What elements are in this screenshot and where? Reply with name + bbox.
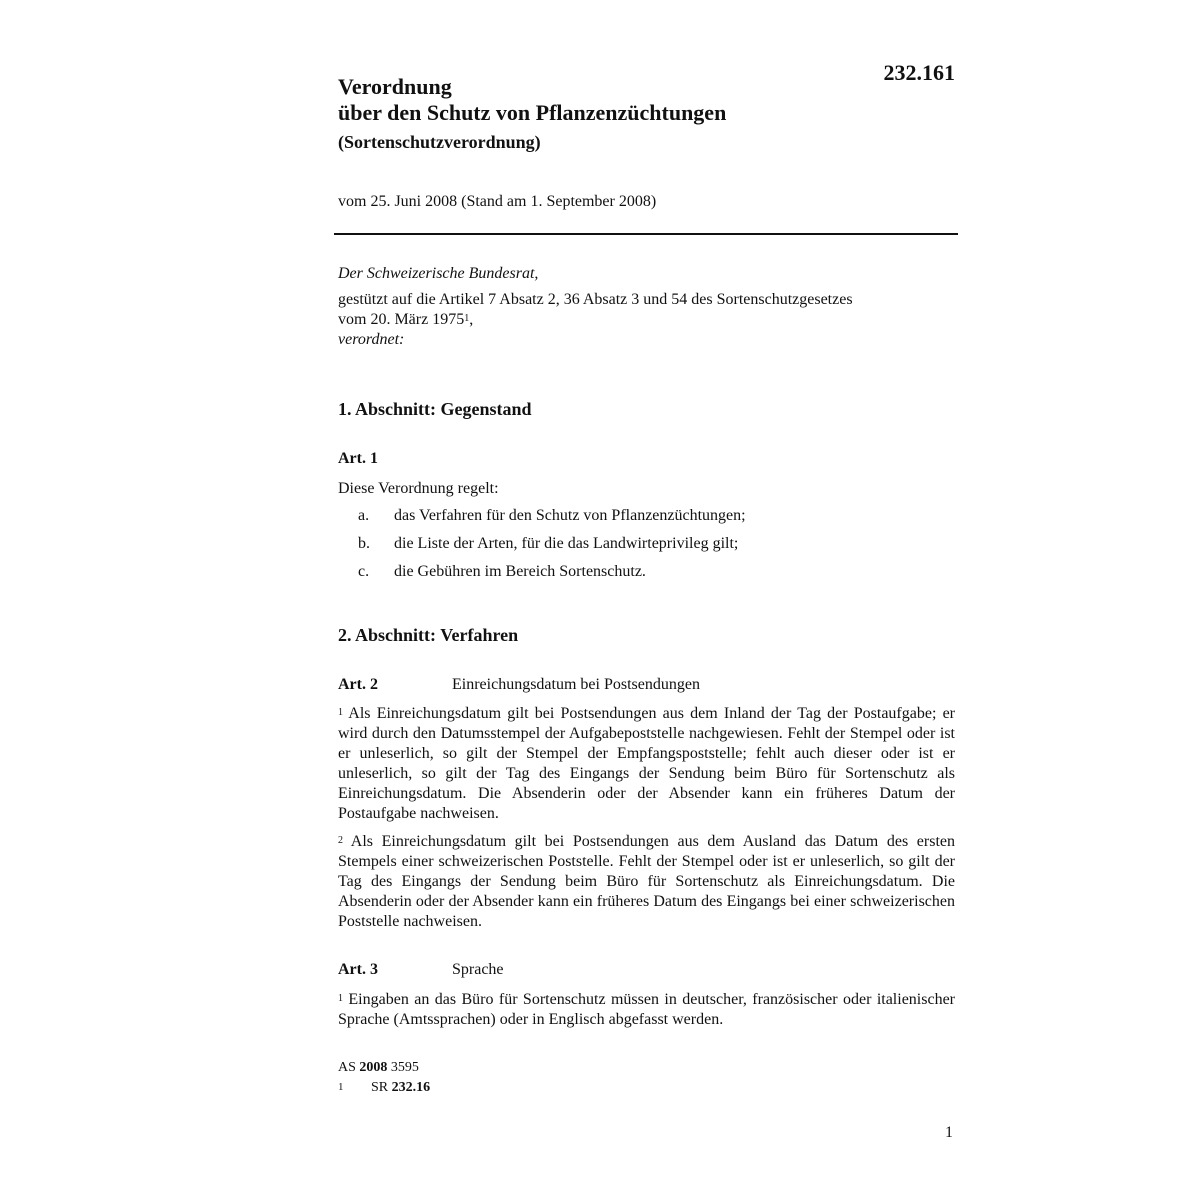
preamble-decrees: verordnet: [338, 331, 405, 348]
preamble [338, 264, 958, 350]
art-2-paragraph-1 [338, 704, 955, 824]
paragraph-number: 2 [338, 835, 343, 846]
paragraph-text: Als Einreichungsdatum gilt bei Postsendungen aus dem Inland der Tag der Postaufgabe; er wird durch den Datumsstempel der Aufgabepoststelle nachgewiesen. Fehlt der Stempel oder ist er unleserlich, so gilt der Stempel der Empfangspoststelle; fehlt auch dieser oder ist er unleserlich, so gilt der Tag des Eingangs der Sendung beim Büro für Sortenschutz als Einreichungsdatum. Die Absenderin oder der Absender kann ein früheres Datum der Postaufgabe nachweisen. [338, 705, 955, 822]
title-line-2: über den Schutz von Pflanzenzüchtungen [338, 100, 727, 125]
sr-number: 232.161 [883, 60, 955, 85]
footnote-1 [338, 1078, 430, 1097]
list-item-label: a. [358, 507, 370, 524]
paragraph-number: 1 [338, 707, 343, 718]
footnote-1-ref: 232.16 [391, 1080, 431, 1095]
title-block [338, 74, 726, 154]
subtitle: (Sortenschutzverordnung) [338, 132, 541, 152]
preamble-basis-line1: gestützt auf die Artikel 7 Absatz 2, 36 Absatz 3 und 54 des Sortenschutzgesetzes [338, 291, 853, 308]
list-item [338, 535, 958, 563]
list-item-text: die Gebühren im Bereich Sortenschutz. [394, 563, 646, 580]
list-item-text: das Verfahren für den Schutz von Pflanzenzüchtungen; [394, 507, 746, 524]
art-1-intro: Diese Verordnung regelt: [338, 480, 499, 497]
art-3-title: Sprache [452, 961, 504, 978]
page-number: 1 [945, 1124, 953, 1141]
preamble-basis-line2 [338, 310, 958, 330]
paragraph-text: Eingaben an das Büro für Sortenschutz müssen in deutscher, französischer oder italienischer Sprache (Amtssprachen) oder in Englisch abgefasst werden. [338, 991, 956, 1028]
paragraph-text: Als Einreichungsdatum gilt bei Postsendungen aus dem Ausland das Datum des ersten Stempels einer schweizerischen Poststelle. Fehlt der Stempel oder ist er unleserlich, so gilt der Tag des Eingangs der Sendung beim Büro für Sortenschutz als Einreichungsdatum. Die Absenderin oder der Absender kann ein früheres Datum des Eingangs bei einer schweizerischen Poststelle nachweisen. [338, 833, 956, 930]
preamble-basis-end: , [469, 311, 474, 328]
list-item-label: c. [358, 563, 370, 580]
footnote-as-page: 3595 [390, 1060, 419, 1075]
footnote-as-year: 2008 [359, 1060, 388, 1075]
footnote-ref-1: 1 [464, 313, 470, 324]
preamble-authority: Der Schweizerische Bundesrat, [338, 265, 539, 282]
list-item [338, 507, 958, 535]
art-3-paragraph-1 [338, 990, 955, 1030]
art-1-number: Art. 1 [338, 450, 378, 467]
art-1-heading [338, 450, 452, 468]
list-item-text: die Liste der Arten, für die das Landwirteprivileg gilt; [394, 535, 739, 552]
art-3-heading [338, 961, 504, 979]
art-2-title: Einreichungsdatum bei Postsendungen [452, 676, 700, 693]
footnote-as [338, 1058, 419, 1077]
list-item [338, 563, 958, 591]
date-line: vom 25. Juni 2008 (Stand am 1. September 2008) [338, 193, 657, 210]
art-2-heading [338, 676, 700, 694]
footnote-as-prefix: AS [338, 1060, 356, 1075]
preamble-basis-date: vom 20. März 1975 [338, 311, 465, 328]
art-3-number: Art. 3 [338, 961, 378, 978]
art-2-paragraph-2 [338, 832, 955, 932]
art-1-list [338, 507, 958, 591]
section-1-heading: 1. Abschnitt: Gegenstand [338, 399, 532, 419]
paragraph-number: 1 [338, 993, 343, 1004]
header-divider [334, 233, 958, 235]
title-line-1: Verordnung [338, 74, 452, 99]
section-2-heading: 2. Abschnitt: Verfahren [338, 625, 519, 645]
list-item-label: b. [358, 535, 370, 552]
art-2-number: Art. 2 [338, 676, 378, 693]
footnote-1-prefix: SR [371, 1080, 389, 1095]
footnote-1-number: 1 [338, 1081, 344, 1093]
